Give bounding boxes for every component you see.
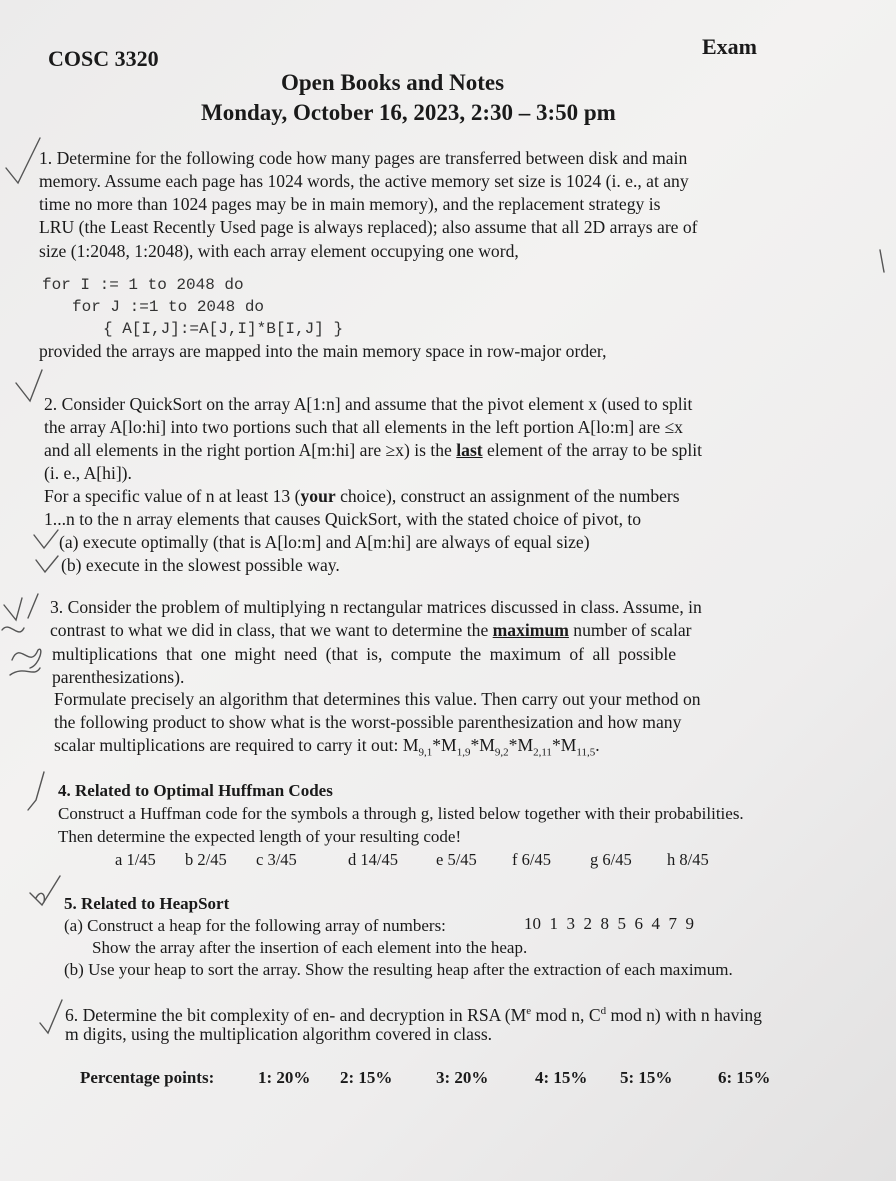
symbol-probability: f 6/45 bbox=[512, 850, 551, 869]
symbol-probability: b 2/45 bbox=[185, 850, 227, 869]
symbol-probability: d 14/45 bbox=[348, 850, 398, 869]
exam-label: Exam bbox=[702, 34, 757, 59]
check-mark-icon bbox=[28, 594, 38, 618]
points-item: 2: 15% bbox=[340, 1068, 393, 1087]
q6-line: 6. Determine the bit complexity of en- and decryption in RSA (Me mod n, $C^d$ mod n) with n having bbox=[65, 1004, 762, 1025]
q1-line: 1. Determine for the following code how many pages are transferred between disk and main bbox=[39, 148, 688, 168]
check-mark-icon bbox=[16, 370, 42, 401]
symbol-probability: g 6/45 bbox=[590, 850, 632, 869]
points-item: 4: 15% bbox=[535, 1068, 588, 1087]
q3-line: the following product to show what is the worst-possible parenthesization and how many bbox=[54, 712, 682, 732]
check-mark-icon bbox=[28, 772, 44, 810]
points-item: 5: 15% bbox=[620, 1068, 673, 1087]
code-line: for I := 1 to 2048 do bbox=[42, 276, 244, 294]
q3-line: contrast to what we did in class, that we want to determine the maximum number of scalar bbox=[50, 620, 692, 640]
symbol-probability: h 8/45 bbox=[667, 850, 709, 869]
q6-line: m digits, using the multiplication algorithm covered in class. bbox=[65, 1024, 493, 1044]
course-code: COSC 3320 bbox=[48, 46, 159, 71]
q1-line: size (1:2048, 1:2048), with each array element occupying one word, bbox=[39, 241, 519, 261]
check-mark-icon bbox=[6, 138, 40, 183]
q2-line: and all elements in the right portion A[m:hi] are ≥x) is the last element of the array to be split bbox=[44, 440, 703, 460]
code-line: for J :=1 to 2048 do bbox=[72, 298, 265, 316]
points-item: 6: 15% bbox=[718, 1068, 771, 1087]
heap-numbers: 10 1 3 2 8 5 6 4 7 9 bbox=[524, 914, 694, 933]
q3-line: parenthesizations). bbox=[52, 667, 185, 687]
symbol-probability: c 3/45 bbox=[256, 850, 297, 869]
q4-title: 4. Related to Optimal Huffman Codes bbox=[58, 781, 333, 800]
scribble-icon bbox=[12, 649, 41, 668]
q5-line: Show the array after the insertion of each element into the heap. bbox=[92, 938, 528, 957]
check-mark-icon bbox=[30, 876, 60, 905]
q4-line: Then determine the expected length of your resulting code! bbox=[58, 827, 462, 846]
check-mark-icon bbox=[36, 556, 58, 572]
q5-title: 5. Related to HeapSort bbox=[64, 894, 230, 913]
q1-line: time no more than 1024 pages may be in main memory), and the replacement strategy is bbox=[39, 194, 661, 214]
q2-part-a: (a) execute optimally (that is A[lo:m] and A[m:hi] are always of equal size) bbox=[59, 532, 590, 552]
q1-tail: provided the arrays are mapped into the main memory space in row-major order, bbox=[39, 341, 607, 361]
q3-line: Formulate precisely an algorithm that determines this value. Then carry out your method on bbox=[54, 689, 701, 709]
q2-line: 2. Consider QuickSort on the array A[1:n] and assume that the pivot element x (used to split bbox=[44, 394, 693, 414]
points-item: 3: 20% bbox=[436, 1068, 489, 1087]
q4-line: Construct a Huffman code for the symbols a through g, listed below together with their probabilities. bbox=[58, 804, 744, 823]
check-mark-icon bbox=[40, 1000, 62, 1033]
symbol-probability: a 1/45 bbox=[115, 850, 156, 869]
q3-line: 3. Consider the problem of multiplying n rectangular matrices discussed in class. Assume, in bbox=[50, 597, 702, 617]
q2-line: 1...n to the n array elements that causes QuickSort, with the stated choice of pivot, to bbox=[44, 509, 642, 529]
points-label: Percentage points: bbox=[80, 1068, 215, 1087]
q5-part-b: (b) Use your heap to sort the array. Show the resulting heap after the extraction of each maximum. bbox=[64, 960, 733, 979]
q2-line: For a specific value of n at least 13 (your choice), construct an assignment of the numbers bbox=[44, 486, 680, 506]
q3-line: multiplications that one might need (that is, compute the maximum of all possible bbox=[52, 644, 677, 664]
q5-part-a: (a) Construct a heap for the following array of numbers: bbox=[64, 916, 446, 935]
q1-line: LRU (the Least Recently Used page is always replaced); also assume that all 2D arrays are of bbox=[39, 217, 698, 237]
q1-line: memory. Assume each page has 1024 words, the active memory set size is 1024 (i. e., at any bbox=[39, 171, 689, 191]
points-item: 1: 20% bbox=[258, 1068, 311, 1087]
q2-line: the array A[lo:hi] into two portions such that all elements in the left portion A[lo:m] are ≤x bbox=[44, 417, 683, 437]
code-line: { A[I,J]:=A[J,I]*B[I,J] } bbox=[103, 320, 344, 338]
check-mark-icon bbox=[34, 530, 58, 548]
symbol-probability: e 5/45 bbox=[436, 850, 477, 869]
q2-line: (i. e., A[hi]). bbox=[44, 463, 132, 483]
check-mark-icon bbox=[4, 598, 22, 620]
q2-part-b: (b) execute in the slowest possible way. bbox=[61, 555, 340, 575]
exam-date: Monday, October 16, 2023, 2:30 – 3:50 pm bbox=[201, 100, 616, 125]
subtitle: Open Books and Notes bbox=[281, 70, 505, 95]
q3-line: scalar multiplications are required to carry it out: $M_{9,1}*M_{1,9}*M_{9,2}*M_{2,11}*M_{11,5}$. bbox=[54, 735, 600, 759]
